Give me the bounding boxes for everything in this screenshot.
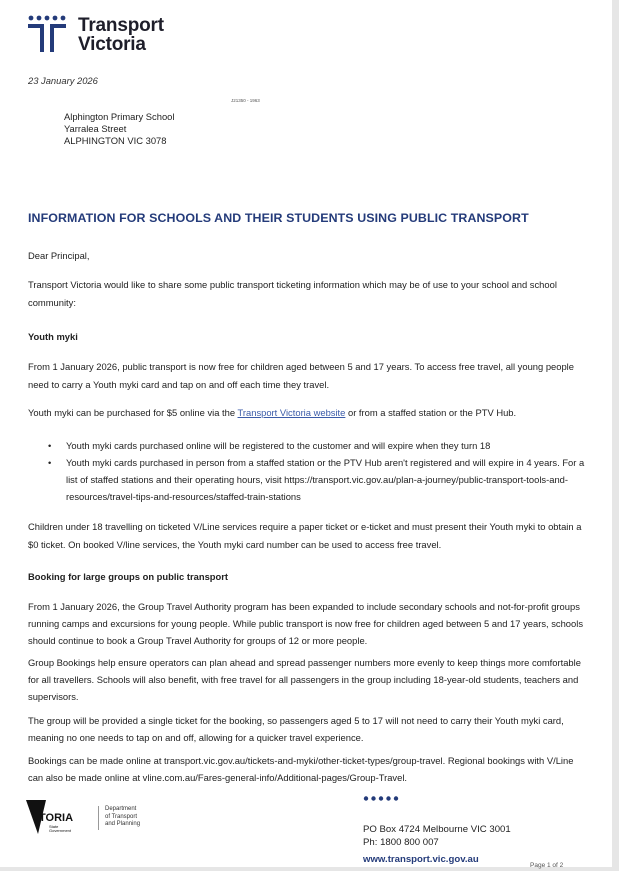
dept-line: and Planning: [105, 821, 141, 827]
reference-number: J21350 - 1963: [231, 98, 260, 103]
page-number: Page 1 of 2: [530, 862, 564, 869]
recipient-address: [64, 111, 174, 147]
victoria-state-government-logo-icon: [26, 800, 96, 836]
page-title: INFORMATION FOR SCHOOLS AND THEIR STUDENTS USING PUBLIC TRANSPORT: [28, 211, 529, 225]
groups-paragraph: The group will be provided a single ticket for the booking, so passengers aged 5 to 17 will not need to carry their Youth myki card, meaning no one needs to tap on and off, allowing for a quicker travel experience.: [28, 715, 564, 743]
youth-heading: Youth myki: [28, 331, 78, 342]
groups-paragraph: From 1 January 2026, the Group Travel Authority program has been expanded to include secondary schools and not-for-profit groups running camps and excursions for young people. While public transport is now free for children aged between 5 and 17 years, schools should continue to book a Group Travel Authority for groups of 12 or more people.: [28, 601, 584, 646]
transport-victoria-logo-icon: [28, 15, 72, 53]
list-item: • Youth myki cards purchased in person from a staffed station or the PTV Hub aren't registered and will expire in 4 years. For a list of staffed stations and their operating hours, visit https://transport.vic.gov.au/plan-a-journey/public-transport-tools-and-resources/travel-tips-and-resources/staffed-train-stations: [48, 454, 588, 505]
address-line: Yarralea Street: [64, 123, 127, 134]
scan-edge-bottom: [0, 867, 619, 871]
text: or from a staffed station or the PTV Hub.: [345, 407, 517, 418]
logo-wordmark: [78, 16, 164, 54]
vline-paragraph: Children under 18 travelling on ticketed V/Line services require a paper ticket or e-ticket and must present their Youth myki to obtain a $0 ticket. On booked V/line services, the Youth myki card number can be used to access free travel.: [28, 521, 582, 550]
vic-logo-text: TORIA: [39, 812, 74, 824]
groups-heading: Booking for large groups on public transport: [28, 571, 229, 582]
footer-address: PO Box 4724 Melbourne VIC 3001: [363, 824, 511, 835]
department-name: [105, 806, 140, 829]
scan-edge: [612, 0, 619, 871]
intro-paragraph: Transport Victoria would like to share some public transport ticketing information which may be of use to your school and school community:: [28, 279, 557, 308]
list-item: • Youth myki cards purchased online will be registered to the customer and will expire when they turn 18: [48, 437, 588, 454]
youth-bullet-list: [48, 437, 588, 505]
transport-victoria-website-link[interactable]: Transport Victoria website: [237, 407, 346, 418]
groups-paragraph: Bookings can be made online at transport.vic.gov.au/tickets-and-myki/other-ticket-types/group-travel. Regional bookings with V/Line can also be made online at vline.com.au/Fares-general-info/Additional-pages/Group-Travel.: [28, 755, 574, 783]
footer-website-link[interactable]: www.transport.vic.gov.au: [363, 854, 479, 865]
brand-dots-icon: [363, 795, 401, 802]
dept-line: Department: [105, 806, 137, 812]
groups-paragraph: Group Bookings help ensure operators can plan ahead and spread passenger numbers more evenly to keep things more comfortable for all travellers. Schools will also benefit, with free travel for all passengers in the group including 18-year-old students, teachers and supervisors.: [28, 657, 581, 702]
footer-phone: Ph: 1800 800 007: [363, 837, 439, 848]
svg-text:Government: Government: [49, 828, 72, 833]
salutation: Dear Principal,: [28, 250, 90, 261]
address-line: Alphington Primary School: [64, 111, 175, 122]
youth-paragraph: From 1 January 2026, public transport is now free for children aged between 5 and 17 years. To access free travel, all young people need to carry a Youth myki card and tap on and off each time they travel.: [28, 361, 574, 390]
address-line: ALPHINGTON VIC 3078: [64, 135, 167, 146]
youth-purchase-paragraph: [28, 404, 588, 422]
dept-line: of Transport: [105, 813, 138, 820]
text: Youth myki can be purchased for $5 online via the: [28, 407, 238, 418]
letter-date: 23 January 2026: [28, 75, 98, 86]
logo-line2: Victoria: [78, 34, 146, 55]
logo-line1: Transport: [78, 15, 164, 36]
divider: [98, 806, 99, 830]
svg-text:State: State: [49, 824, 59, 829]
